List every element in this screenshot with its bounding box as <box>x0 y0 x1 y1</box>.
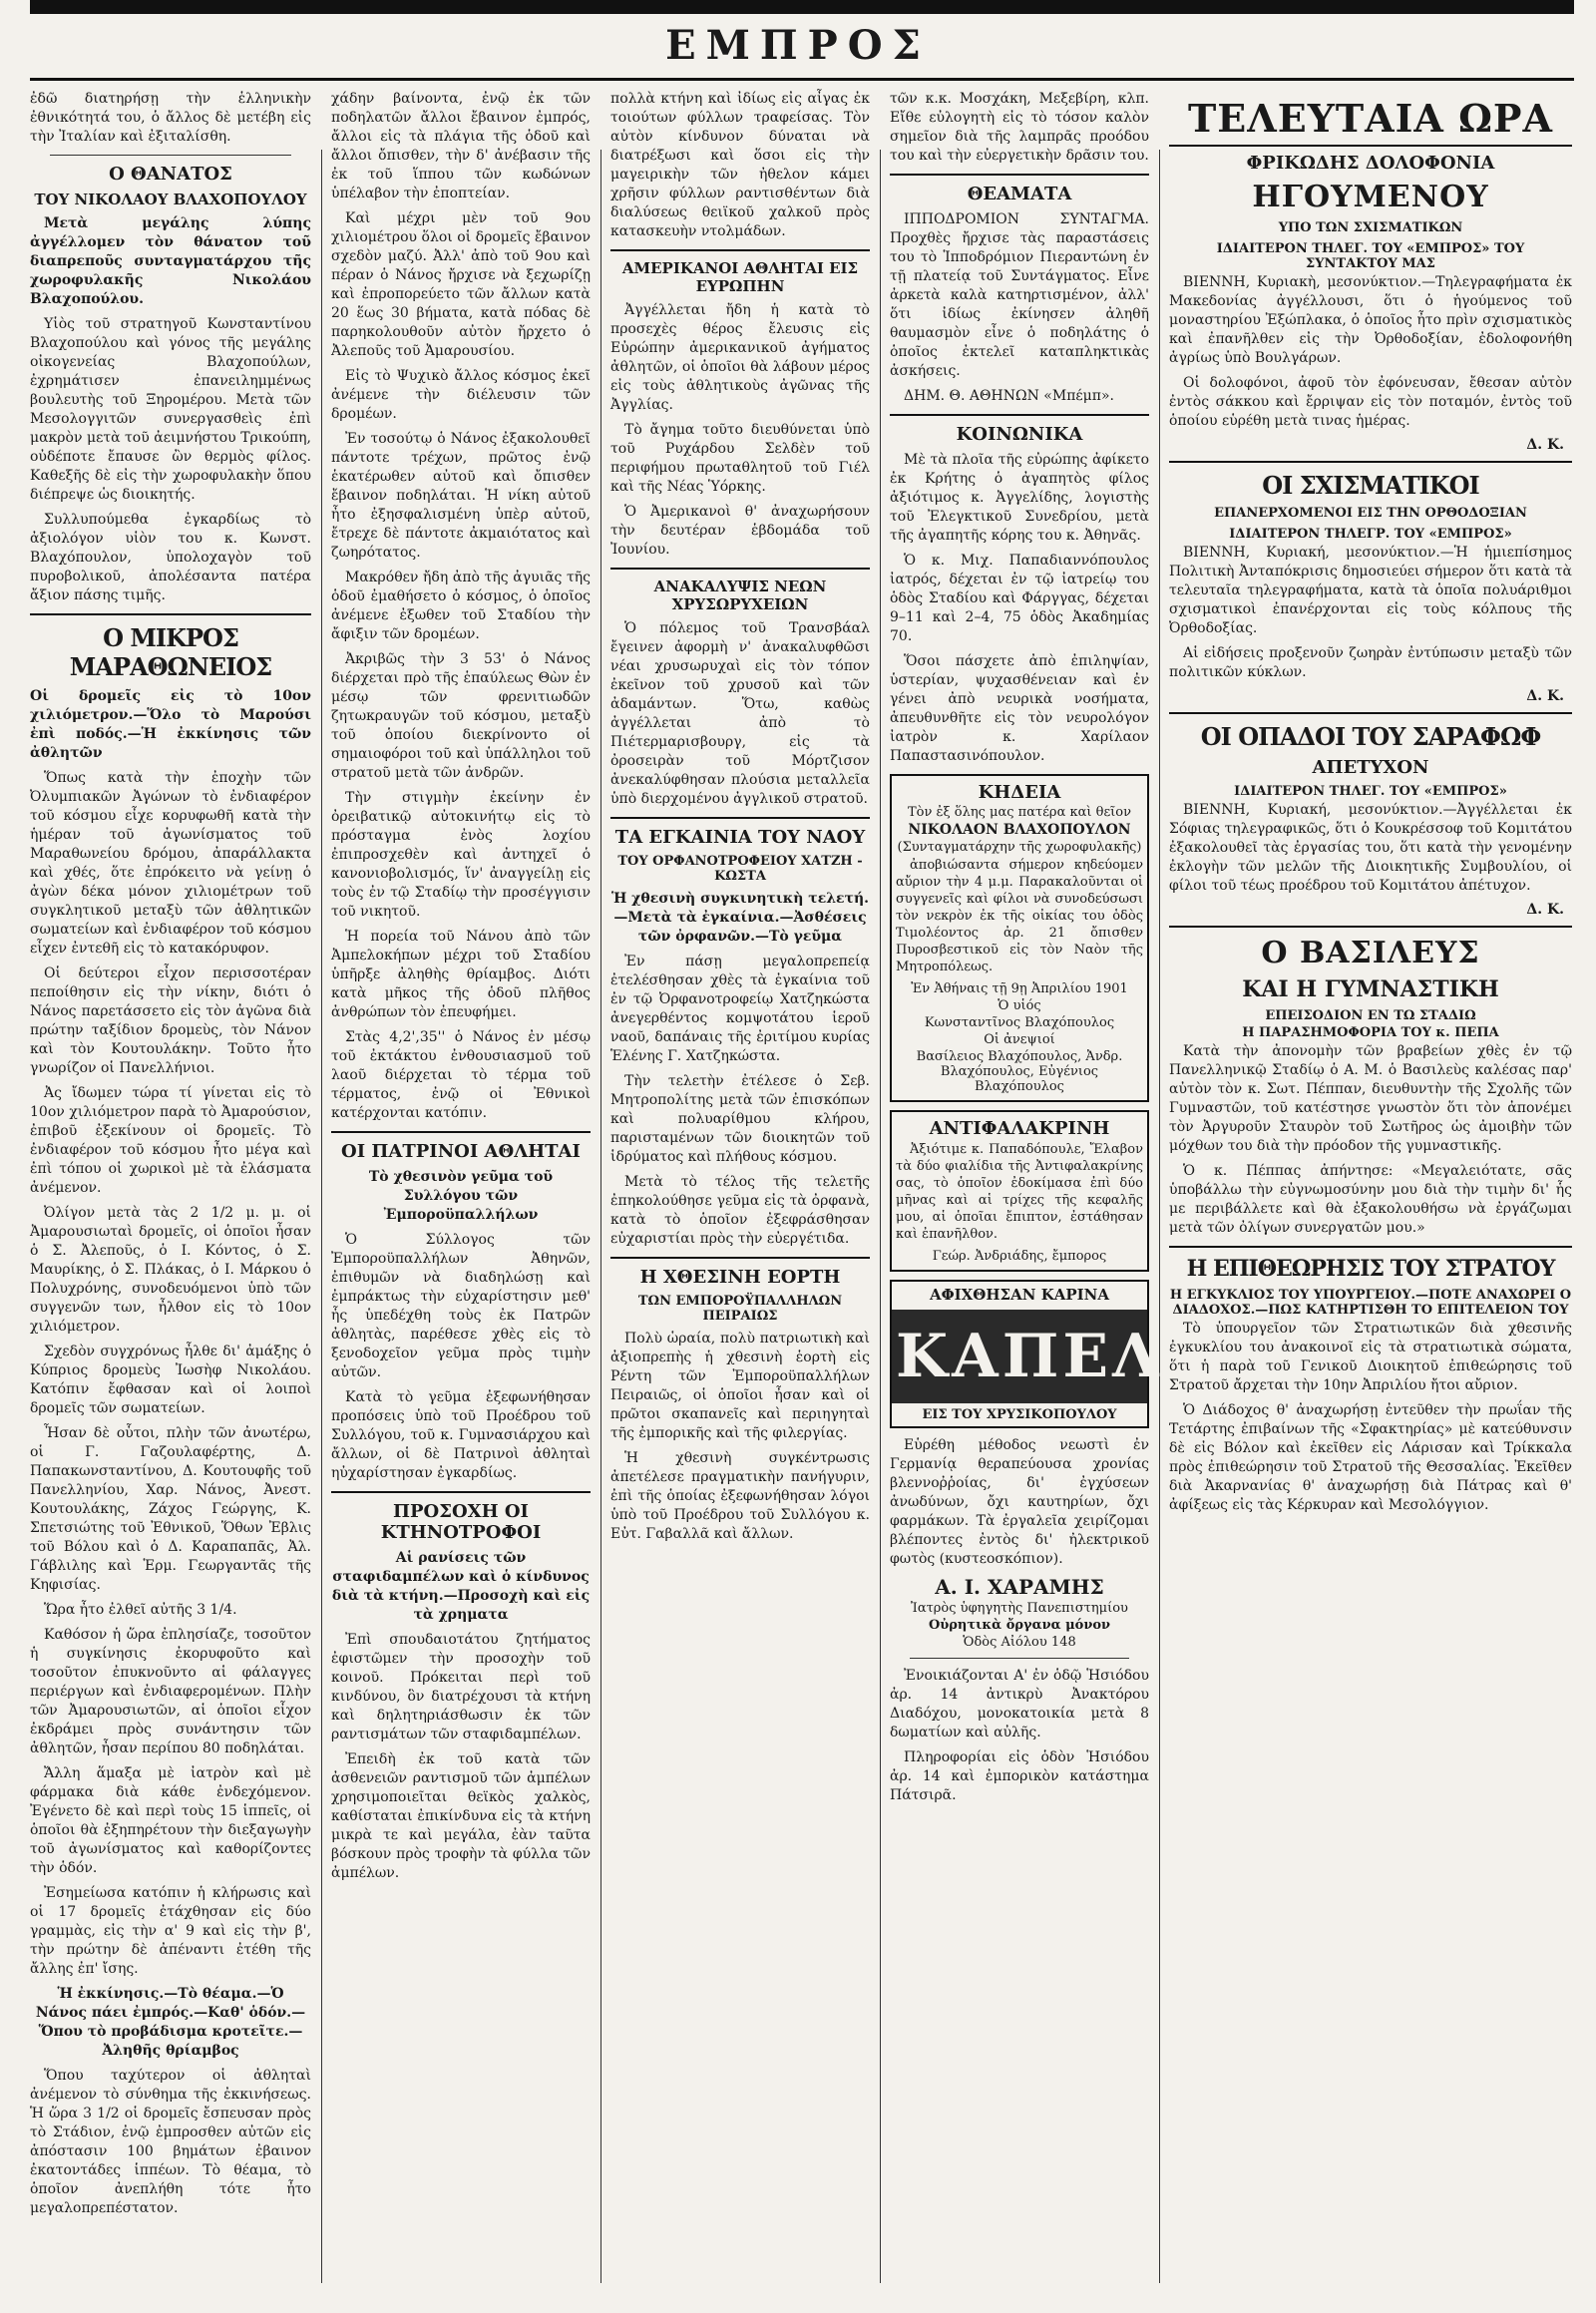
masthead-rule <box>30 78 1574 81</box>
article-text: ΔΗΜ. Θ. ΑΘΗΝΩΝ «Μπέμπ». <box>904 388 1114 404</box>
article-text: Συλλυπούμεθα ἐγκαρδίως τὸ ἀξιολόγον υἱὸν του κ. Κωνστ. Βλαχόπουλον, ὑπολοχαγὸν τοῦ πυροβολικοῦ, ἀπολέσαντα πατέρα ἄξιον πάσης τιμῆς. <box>30 512 311 603</box>
divider <box>1169 712 1572 714</box>
subheadline-army: Η ΕΓΚΥΚΛΙΟΣ ΤΟΥ ΥΠΟΥΡΓΕΙΟΥ.—ΠΟΤΕ ΑΝΑΧΩΡΕΙ Ο ΔΙΑΔΟΧΟΣ.—ΠΩΣ ΚΑΤΗΡΤΙΣΘΗ ΤΟ ΕΠΙΤΕΛΕΙΟΝ ΤΟΥ <box>1169 1288 1572 1318</box>
column-2 <box>331 90 591 2293</box>
funeral-son-label: Ὁ υἱός <box>998 998 1041 1013</box>
article-lead: Ἡ χθεσινὴ συγκινητικὴ τελετή.—Μετὰ τὰ ἐγκαίνια.—Ἀσθέσεις τῶν ὀρφανῶν.—Τὸ γεῦμα <box>610 891 870 945</box>
article-text: Ἐσημείωσα κατόπιν ἡ κλήρωσις καὶ οἱ 17 δρομεῖς ἐτάχθησαν εἰς δύο γραμμὰς, εἰς τὴν α' 9 καὶ εἰς τὴν β', τὴν πρώτην δὲ ἀπέναντι ἐτέθη τῆς ἄλλης ἐπ' ἴσης. <box>30 1885 311 1977</box>
article-text: Εἰς τὸ Ψυχικὸ ἄλλος κόσμος ἐκεῖ ἀνέμενε τὴν διέλευσιν τῶν δρομέων. <box>331 368 591 422</box>
funeral-intro: Τὸν ἐξ ὅλης μας πατέρα καὶ θεῖον <box>907 805 1132 820</box>
article-text: Ἐν τοσούτῳ ὁ Νάνος ἐξακολουθεῖ πάντοτε τρέχων, πρῶτος ἐνῷ ἑκατέρωθεν αὐτοῦ καὶ ὄπισθεν ἔβαινον ποδηλάται. Ἡ νίκη αὐτοῦ ἦτο ἐξησφαλισμένη ὑπὲρ αὐτοῦ, ἔτρεχε δὲ πάντοτε ἀκμαιότατος καὶ ζωηρότατος. <box>331 431 591 561</box>
article-text: Ὁ Διάδοχος θ' ἀναχωρήσῃ ἐντεῦθεν τὴν πρωΐαν τῆς Τετάρτης ἐπιβαίνων τῆς «Σφακτηρίας» μὲ κατεύθυνσιν δὲ εἰς Βόλον καὶ ἐκεῖθεν εἰς Λάρισαν καὶ Τρίκκαλα πρὸς ἐπιθεώρησιν τοῦ Στρατοῦ τῆς Θεσσαλίας. Ἐκεῖθεν διὰ Ἀκαρνανίας θ' ἀναχωρήσῃ διὰ Πάτρας καὶ θ' ἀφίξεως εἰς τὰς Κέρκυραν καὶ Μεσολόγγιον. <box>1169 1402 1572 1513</box>
headline-social: ΚΟΙΝΩΝΙΚΑ <box>956 424 1083 445</box>
article-text: Μετὰ τὸ τέλος τῆς τελετῆς ἐπηκολούθησε γεῦμα εἰς τὰ ὀρφανὰ, κατὰ τὸ ὁποῖον ἐξεφράσθησαν εὐχαριστίαι πρὸς τὴν εὐεργέτιδα. <box>610 1174 870 1247</box>
article-text: ΙΠΠΟΔΡΟΜΙΟΝ ΣΥΝΤΑΓΜΑ. Προχθὲς ἤρχισε τὰς παραστάσεις του τὸ Ἱπποδρόμιον Πιεραντώνη ἐν τῇ πλατείᾳ τοῦ Συντάγματος. Εἶνε ἀρκετὰ καλὰ κατηρτισμένον, ἀλλ' ὅτι ἰδίως ἐκίνησεν ἀληθῆ θαυμασμὸν εἶνε ὁ ποδηλάτης ὁ ὁποῖος ἐκτελεῖ καταπληκτικὰς ἀσκήσεις. <box>890 211 1149 379</box>
doctor-address: Ὁδὸς Αἰόλου 148 <box>963 1635 1076 1650</box>
headline-murder: ΦΡΙΚΩΔΗΣ ΔΟΛΟΦΟΝΙΑ <box>1246 153 1495 174</box>
article-text: Κατὰ τὴν ἀπονομὴν τῶν βραβείων χθὲς ἐν τῷ Πανελληνικῷ Σταδίῳ ὁ Α. Μ. ὁ Βασιλεὺς καλέσας παρ' αὐτὸν τὸν κ. Σωτ. Πέππαν, διευθυντὴν τῆς Σχολῆς τῶν Γυμναστῶν, τοῦ κατέστησε γνωστὸν ὅτι τὸν ἀπονέμει τὸν Ἀργυροῦν Σταυρὸν τοῦ Σωτῆρος ὡς ἀμοιβὴν τῶν μόχθων του διὰ τὴν πρόοδον τῆς γυμναστικῆς. <box>1169 1043 1572 1154</box>
headline-army: Η ΕΠΙΘΕΩΡΗΣΙΣ ΤΟΥ ΣΤΡΑΤΟΥ <box>1186 1256 1555 1282</box>
divider <box>331 1491 591 1493</box>
article-text: πολλὰ κτήνη καὶ ἰδίως εἰς αἶγας ἐκ τοιούτων φύλλων τραφείσας. Τὸν αὐτὸν κίνδυνον δύναται νὰ διατρέξωσι καὶ ὅσοι εἰς τὴν μαγειρικὴν τῶν ἠθελον κάμει χρῆσιν φύλλων ραντισθέντων διὰ διαλύσεως θειϊκοῦ χαλκοῦ πρὸς κατασκευὴν ντολμάδων. <box>610 91 870 239</box>
doctor-name: Α. Ι. ΧΑΡΑΜΗΣ <box>935 1575 1104 1599</box>
article-text: Καὶ μέχρι μὲν τοῦ 9ου χιλιομέτρου ὅλοι οἱ δρομεῖς ἔβαινον σχεδὸν μαζύ. Ἀλλ' ἀπὸ τοῦ 9ου καὶ πέραν ὁ Νάνος ἤρχισε νὰ ξεχωρίζῃ καὶ ἐπροπορεύετο τῶν ἄλλων κατὰ 20 ἕως 30 βήματα, κατὰ πόδας δὲ παρηκολουθοῦν αὐτὸν ἤρχετο ὁ Ἀλεποῦς τοῦ Ἀμαρουσίου. <box>331 210 591 359</box>
article-lead: Τὸ χθεσινὸν γεῦμα τοῦ Συλλόγου τῶν Ἐμποροϋπαλλήλων <box>368 1169 554 1223</box>
funeral-nephews: Βασίλειος Βλαχόπουλος, Ἀνδρ. Βλαχόπουλος, Εὐγένιος Βλαχόπουλος <box>916 1049 1123 1094</box>
article-text: Ἄλλη ἅμαξα μὲ ἰατρὸν καὶ μὲ φάρμακα διὰ κάθε ἐνδεχόμενον. Ἐγένετο δὲ καὶ περὶ τοὺς 15 ἱππεῖς, οἱ ὁποῖοι θὰ ἐξηπηρέτουν τὴν διεξαγωγὴν τοῦ ἀγωνίσματος καὶ καθορίζοντες τὴν ὁδόν. <box>30 1765 311 1876</box>
article-text: ΒΙΕΝΝΗ, Κυριακή, μεσονύκτιον.—Ἡ ἡμιεπίσημος Πολιτικὴ Ἀνταπόκρισις δημοσιεύει σήμερον ὅτι κατὰ τὰ τελευταῖα τηλεγραφήματα, κατὰ τὰ ὁποῖα πολυάριθμοι σχισματικοὶ ἐπανέρχονται εἰς τοὺς κόλπους τῆς Ὀρθοδοξίας. <box>1169 545 1572 636</box>
advert-signature: Γεώρ. Ἀνδριάδης, ἔμπορος <box>932 1249 1107 1264</box>
article-text: Ὁ πόλεμος τοῦ Τρανσβάαλ ἔγεινεν ἀφορμὴ ν' ἀνακαλυφθῶσι νέαι χρυσωρυχαὶ εἰς τὸν τόπον ἐκεῖνον τοῦ χρυσοῦ καὶ τῶν ἀδαμάντων. Ὅτω, καθὼς ἀγγέλλεται ἀπὸ τὸ Πιέτερμαρισβουργ, εἰς τὰ ὀροσειρὰν τοῦ Μόρτζισον ἀνεκαλύφθησαν πλούσια μεταλλεῖα ὑπὸ διερχομένου ἀγγλικοῦ στρατοῦ. <box>610 620 870 807</box>
article-text: Ὅσοι πάσχετε ἀπὸ ἐπιληψίαν, ὑστερίαν, ψυχασθένειαν καὶ ἐν γένει ἀπὸ νευρικὰ νοσήματα, ἀπευθυνθῆτε εἰς τὸν νευρολόγον ἰατρὸν κ. Χαρίλαον Παπαστασινόπουλον. <box>890 653 1149 764</box>
signature: Δ. Κ. <box>1526 688 1564 704</box>
article-text: Τὴν στιγμὴν ἐκείνην ἐν ὀρειβατικῷ αὐτοκινήτῳ εἰς τὸ πρόσταγμα ἐνὸς λοχίου ἐπιπροσχεθὲν καὶ ἀντηχεῖ ὁ κανονιοβολισμός, ἵν' ἀναγγείλῃ εἰς τοὺς ἐν τῷ Σταδίῳ τὴν προσέγγισιν τοῦ νικητοῦ. <box>331 790 591 920</box>
telegram-label: ΙΔΙΑΙΤΕΡΟΝ ΤΗΛΕΓΡ. ΤΟΥ «ΕΜΠΡΟΣ» <box>1229 527 1512 542</box>
article-text: Ἦσαν δὲ οὗτοι, πλὴν τῶν ἀνωτέρω, οἱ Γ. Γαζουλαφέρτης, Δ. Παπακωνσταντίνου, Δ. Κουτουφῆς τοῦ Πανελληνίου, Χαρ. Νάνος, Ἀνεστ. Κουτουλάκης, Ζάχος Γεώργης, Κ. Σπετσιώτης τοῦ Ἐθνικοῦ, Ὅθων Ἐβλις τοῦ Βόλου καὶ ὁ Δ. Καραπαπᾶς, Ἀλ. Γάβλιλης καὶ Ἑρμ. Γεωργαντᾶς τῆς Κηφισίας. <box>30 1425 311 1593</box>
divider <box>610 1257 870 1259</box>
funeral-son: Κωνσταντῖνος Βλαχόπουλος <box>924 1015 1115 1030</box>
column-separator <box>1159 150 1160 2283</box>
funeral-rank: (Συνταγματάρχην τῆς χωροφυλακῆς) <box>897 840 1142 855</box>
article-text: Ὅπου ταχύτερον οἱ ἀθληταὶ ἀνέμενον τὸ σύνθημα τῆς ἐκκινήσεως. Ἡ ὥρα 3 1/2 οἱ δρομεῖς ἔσπευσαν πρὸς τὸ Στάδιον, ἐνῷ ἐμπροσθεν αὐτῶν εἰς ἀπόστασιν 100 βημάτων ἐβαινον ἐκατοντάδες ἱππέων. Τὸ θέαμα, τὸ ὁποῖον ἀνεπλήθη τότε ἦτο μεγαλοπρεπέστατον. <box>30 2068 311 2216</box>
article-text: Υἱὸς τοῦ στρατηγοῦ Κωνσταντίνου Βλαχοπούλου καὶ γόνος τῆς μεγάλης οἰκογενείας Βλαχοπούλων, ἐχρημάτισεν ἐπανειλημμένως βουλευτὴς τοῦ Ξηρομέρου. Μετὰ τῶν Μεσολογγιτῶν συνεργασθεὶς ἐπὶ μακρὸν μετὰ τοῦ ἀειμνήστου Τρικούπη, οὐδέποτε ἔπαυσε ὢν θερμὸς φίλος. Καθεξῆς δὲ εἰς τὴν χωροφυλακὴν ὅπου διέπρεψε ὡς διοικητής. <box>30 316 311 503</box>
headline-sarafof: ΟΙ ΟΠΑΔΟΙ ΤΟΥ ΣΑΡΑΦΩΦ <box>1200 722 1541 751</box>
advert-text: Ἐνοικιάζονται Α' ἐν ὁδῷ Ἡσιόδου ἀρ. 14 ἀντικρὺ Ἀνακτόρου Διαδόχου, μονοκατοικία μετὰ 8 δωματίων καὶ αὐλῆς. <box>890 1668 1149 1740</box>
column-separator <box>880 150 881 2283</box>
headline-shows: ΘΕΑΜΑΤΑ <box>967 184 1072 204</box>
headline-hair: ΑΝΤΙΦΑΛΑΚΡΙΝΗ <box>929 1118 1110 1139</box>
article-lead: Αἱ ρανίσεις τῶν σταφιδαμπέλων καὶ ὁ κίνδυνος διὰ τὰ κτήνη.—Προσοχὴ καὶ εἰς τὰ χρηματα <box>331 1550 591 1623</box>
subheadline-abbot: ΥΠΟ ΤΩΝ ΣΧΙΣΜΑΤΙΚΩΝ <box>1278 220 1463 235</box>
headline-americans: ΑΜΕΡΙΚΑΝΟΙ ΑΘΛΗΤΑΙ ΕΙΣ ΕΥΡΩΠΗΝ <box>621 259 859 295</box>
hats-advert <box>890 1280 1264 1428</box>
hats-store: ΕΙΣ ΤΟΥ ΧΡΥΣΙΚΟΠΟΥΛΟΥ <box>922 1407 1117 1422</box>
article-text: Σχεδὸν συγχρόνως ἦλθε δι' ἀμάξης ὁ Κύπριος δρομεὺς Ἰωσὴφ Νικολάου. Κατόπιν ἔφθασαν καὶ οἱ λοιποὶ δρομεῖς τῶν σωματείων. <box>30 1344 311 1416</box>
article-text: Ἡ πορεία τοῦ Νάνου ἀπὸ τῶν Ἀμπελοκήπων μέχρι τοῦ Σταδίου ὑπῆρξε ἀληθὴς θρίαμβος. Διότι κατὰ μῆκος τῆς ὁδοῦ πλῆθος ἀνθρώπων τὸν ἐπευφήμει. <box>331 929 591 1020</box>
funeral-notice <box>890 774 1149 1102</box>
article-text: Ἐπὶ σπουδαιοτάτου ζητήματος ἐφιστῶμεν τὴν προσοχὴν τοῦ κοινοῦ. Πρόκειται περὶ τοῦ κινδύνου, ὃν διατρέχουσι τὰ κτήνη καὶ δηλητηριάσθωσιν ἐκ τῶν ραντισμάτων τῶν σταφιδαμπέλων. <box>331 1632 591 1742</box>
advert-text: Εὑρέθη μέθοδος νεωστὶ ἐν Γερμανίᾳ θεραπεύουσα χρονίας βλεννοῤῥοίας, δι' ἐγχύσεων ἀνωδύνων, ὄχι καυτηρίων, ὄχι φαρμάκων. Τὰ ἐργαλεῖα χειρίζομαι βλέποντες ἐντὸς δι' ἠλεκτρικοῦ φωτὸς (κυστεοσκόπιον). <box>890 1437 1149 1567</box>
funeral-text: ἀποβιώσαντα σήμερον κηδεύομεν αὔριον τὴν 4 μ.μ. Παρακαλοῦνται οἱ συγγενεῖς καὶ φίλοι νὰ συνοδεύσωσι τὸν νεκρὸν ἐκ τῆς οἰκίας του ὁδὸς Τιμολέοντος ἀρ. 21 ὄπισθεν Πυροσβεστικοῦ εἰς τὸν Ναὸν τῆς Μητροπόλεως. <box>896 858 1143 974</box>
article-text: Ὁ Σύλλογος τῶν Ἐμποροϋπαλλήλων Ἀθηνῶν, ἐπιθυμῶν νὰ διαδηλώσῃ καὶ ἐμπράκτως τὴν εὐχαρίστησιν μεθ' ἧς ὑπεδέχθη τοὺς ἐκ Πατρῶν ἀθλητὰς, παρέθεσε χθὲς εἰς τὸ ξενοδοχεῖον γεῦμα πρὸς τιμὴν αὐτῶν. <box>331 1232 591 1380</box>
article-text: χάδην βαίνοντα, ἐνῷ ἐκ τῶν ποδηλατῶν ἄλλοι ἔβαινον ἐμπρός, ἄλλοι εἰς τὰ πλάγια τῆς ὁδοῦ καὶ ἄλλοι ὄπισθεν, τὴν δ' ἀνέβασιν τῆς ἐκ τοῦ ἵππου τῶν κωδώνων ὑπέλαβον τὴν ἐποπτείαν. <box>331 91 591 201</box>
headline-feast: Η ΧΘΕΣΙΝΗ ΕΟΡΤΗ <box>639 1267 841 1288</box>
article-text: Ἡ χθεσινὴ συγκέντρωσις ἀπετέλεσε πραγματικὴν πανήγυριν, ἐπὶ τῆς ὁποίας ἐξεφωνήθησαν λόγοι ὑπὸ τοῦ Προέδρου τοῦ Συλλόγου κ. Εὐτ. Γαβαλλᾶ καὶ ἄλλων. <box>610 1450 870 1542</box>
advert-text: Ἀξιότιμε κ. Παπαδόπουλε, Ἔλαβον τὰ δύο φιαλίδια τῆς Ἀντιφαλακρίνης σας, τὸ ὁποῖον ἐδοκίμασα ἐπὶ δύο μῆνας καὶ αἱ τρίχες τῆς κεφαλῆς μου, αἱ ὁποῖαι ἔπιπτον, ἐστάθησαν καὶ ἐπανῆλθον. <box>896 1142 1143 1242</box>
article-text: Μακρόθεν ἤδη ἀπὸ τῆς ἀγυιᾶς τῆς ὁδοῦ ἐμαθήσετο ὁ κόσμος, ὁ ὁποῖος ἀνέμενε ἐξωθεν τοῦ Σταδίου τὴν ἄφιξιν τῶν δρομέων. <box>331 570 591 642</box>
headline-funeral: ΚΗΔΕΙΑ <box>978 782 1061 803</box>
article-text: Καθόσον ἡ ὥρα ἐπλησίαζε, τοσοῦτον ἡ συγκίνησις ἐκορυφοῦτο καὶ τοσοῦτον ἐπυκνοῦντο αἱ φάλαγγες περιέργων καὶ ἐνδιαφερομένων. Πλὴν τῶν Ἀμαρουσιωτῶν, αἱ ὁποῖοι εἶχον ἐκδράμει πρὸς συνάντησιν τῶν ἀθλητῶν, ἦσαν περίπου 80 ποδηλάται. <box>30 1627 311 1756</box>
king-decoration: Η ΠΑΡΑΣΗΜΟΦΟΡΙΑ ΤΟΥ κ. ΠΕΠΑ <box>1242 1025 1499 1040</box>
divider <box>910 1658 1129 1659</box>
article-text: Ὅπως κατὰ τὴν ἐποχὴν τῶν Ὀλυμπιακῶν Ἀγώνων τὸ ἐνδιαφέρον τοῦ κόσμου εἶχε κορυφωθῆ κατὰ τὴν ἡμέραν τοῦ ἀγωνίσματος τοῦ Μαραθωνείου δρόμου, ἀπαράλλακτα καὶ χθές, ὅτε ἐπρόκειτο νὰ γείνῃ ὁ ἀγὼν δέκα μόνον χιλιομέτρων τοῦ συγκλητικοῦ μεταξὺ τῶν ἀθλητικῶν σωματείων καὶ ἐνδιαφέρον τοῦ κόσμου εἶχεν ἐντεθῆ εἰς τὸ κατακόρυφον. <box>30 770 311 957</box>
divider <box>610 568 870 570</box>
headline-gold: ΑΝΑΚΑΛΥΨΙΣ ΝΕΩΝ ΧΡΥΣΩΡΥΧΕΙΩΝ <box>653 578 827 613</box>
article-text: Ἐπειδὴ ἐκ τοῦ κατὰ τῶν ἀσθενειῶν ραντισμοῦ τῶν ἀμπέλων χρησιμοποιεῖται θεϊκὸς χαλκὸς, καθίσταται ἐπικίνδυνα εἰς τὰ κτήνη μικρὰ τε καὶ μεγάλα, ἐὰν ταῦτα βόσκουν πρὸς τροφὴν τὰ φύλλα τῶν ἀμπέλων. <box>331 1751 591 1881</box>
divider <box>610 249 870 251</box>
article-lead: Οἱ δρομεῖς εἰς τὸ 10ον χιλιόμετρον.—Ὅλο τὸ Μαρούσι ἐπὶ ποδός.—Ἡ ἐκκίνησις τῶν ἀθλητῶν <box>30 688 311 761</box>
article-text: Μετὰ μεγάλης λύπης ἀγγέλλομεν τὸν θάνατον τοῦ διαπρεποῦς συνταγματάρχου τῆς χωροφυλακῆς Νικολάου Βλαχοπούλου. <box>30 215 311 307</box>
article-text: Αἱ εἰδήσεις προξενοῦν ζωηρὰν ἐντύπωσιν μεταξὺ τῶν πολιτικῶν κύκλων. <box>1169 645 1572 680</box>
divider <box>1169 926 1572 928</box>
headline-last-hour: ΤΕΛΕΥΤΑΙΑ ΩΡΑ <box>1169 96 1572 147</box>
divider <box>1169 1246 1572 1248</box>
subheadline-death: ΤΟΥ ΝΙΚΟΛΑΟΥ ΒΛΑΧΟΠΟΥΛΟΥ <box>34 191 307 208</box>
article-text: Τὸ ἄγημα τοῦτο διευθύνεται ὑπὸ τοῦ Ρυχάρδου Σελδὲν τοῦ περιφήμου πρωταθλητοῦ τοῦ Γιέλ καὶ τῆς Νέας Ὑόρκης. <box>610 422 870 495</box>
hats-title: ΑΦΙΧΘΗΣΑΝ ΚΑΡΙΝΑ <box>929 1286 1110 1304</box>
divider <box>50 155 291 156</box>
column-5 <box>1169 90 1572 2293</box>
signature: Δ. Κ. <box>1526 902 1564 918</box>
subheadline-sarafof: ΑΠΕΤΥΧΟΝ <box>1312 757 1429 778</box>
funeral-name: ΝΙΚΟΛΑΟΝ ΒΛΑΧΟΠΟΥΛΟΝ <box>908 822 1131 838</box>
article-text: Πολὺ ὡραία, πολὺ πατριωτικὴ καὶ ἀξιοπρεπὴς ἡ χθεσινὴ ἑορτὴ εἰς Ρέντη τῶν Ἐμποροϋπαλλήλων Πειραιῶς, οἱ ὁποῖοι ἦσαν καὶ οἱ πρῶτοι σκαπανεῖς καὶ περιηγηταὶ τῆς ἐμπορικῆς καὶ τῆς φιλεργίας. <box>610 1331 870 1441</box>
article-text: Μὲ τὰ πλοῖα τῆς εὐρώπης ἀφίκετο ἐκ Κρήτης ὁ ἀγαπητὸς φίλος ἀξιότιμος κ. Ἀγγελίδης, λογιστὴς τοῦ Ἐλεγκτικοῦ Συνεδρίου, μετὰ τῆς ἀγαπητῆς κόρης του κ. Ἀθηνᾶς. <box>890 452 1149 544</box>
subheadline-king: ΚΑΙ Η ΓΥΜΝΑΣΤΙΚΗ <box>1242 976 1499 1002</box>
article-text: Ὁ Ἀμερικανοὶ θ' ἀναχωρήσουν τὴν δευτέραν ἑβδομάδα τοῦ Ἰουνίου. <box>610 504 870 558</box>
headline-death: Ο ΘΑΝΑΤΟΣ <box>109 164 232 185</box>
headline-schism: ΟΙ ΣΧΙΣΜΑΤΙΚΟΙ <box>1262 471 1479 500</box>
signature: Δ. Κ. <box>1526 437 1564 453</box>
subheadline-feast: ΤΩΝ ΕΜΠΟΡΟΫΠΑΛΛΗΛΩΝ ΠΕΙΡΑΙΩΣ <box>637 1294 843 1324</box>
article-text: τῶν κ.κ. Μοσχάκη, Μεξεβίρη, κλπ. Εἴθε εὐλογητὴ εἰς τὸ τόσον καλὸν σημεῖον διὰ τῆς λαμπρᾶς προόδου του καὶ τὴν εὐεργετικὴν δρᾶσιν του. <box>890 91 1149 164</box>
article-text: Τὴν τελετὴν ἐτέλεσε ὁ Σεβ. Μητροπολίτης μετὰ τῶν ἐπισκόπων καὶ πολυαρίθμου κλήρου, παρισταμένων τῶν διοικητῶν τοῦ ἱδρύματος καὶ πλήθους κόσμου. <box>610 1073 870 1165</box>
masthead-title: ΕΜΠΡΟΣ <box>665 22 931 69</box>
article-text: ΒΙΕΝΝΗ, Κυριακή, μεσονύκτιον.—Ἀγγέλλεται ἐκ Σόφιας τηλεγραφικῶς, ὅτι ὁ Κουκρέσσοφ τοῦ Κομιτάτου ἐξακολουθεῖ τὰς ἐργασίας του, ὅτι κατὰ τὴν γενομένην ἐκλογὴν τῶν μελῶν τῆς Διοικητικῆς Συμβουλίου, οἱ φίλοι τοῦ τέως προέδρου τοῦ Κομιτάτου ἀπέτυχον. <box>1169 802 1572 894</box>
headline-king: Ο ΒΑΣΙΛΕΥΣ <box>1261 936 1480 970</box>
divider <box>30 613 311 615</box>
headline-marathon: Ο ΜΙΚΡΟΣ ΜΑΡΑΘΩΝΕΙΟΣ <box>69 623 272 681</box>
article-text: Ἐν πάσῃ μεγαλοπρεπείᾳ ἐτελέσθησαν χθὲς τὰ ἐγκαίνια τοῦ ἐν τῷ Ὀρφανοτροφείῳ Χατζηκώστα ἀνεγερθέντος κομψοτάτου ἱεροῦ ναοῦ, δαπάναις τῆς ἐριτίμου κυρίας Ἑλένης Γ. Χατζηκώστα. <box>610 954 870 1064</box>
funeral-nephews-label: Οἱ ἀνεψιοί <box>984 1032 1055 1047</box>
article-text: Ἀς ἴδωμεν τώρα τί γίνεται εἰς τὸ 10ον χιλιόμετρον παρὰ τὸ Ἀμαρούσιον, ἐπιβοῦ ἐξεκίνουν οἱ δρομεῖς. Τὸ ἐνδιαφέρον τοῦ κόσμου ἦτο μέγα καὶ ἐπὶ τόπου οἱ χωρικοὶ μὲ τὰ ἐλάσματα ἀνέμενον. <box>30 1085 311 1196</box>
divider <box>610 817 870 819</box>
divider <box>890 174 1149 176</box>
divider <box>331 1131 591 1133</box>
hair-advert <box>890 1110 1149 1272</box>
divider <box>890 414 1149 416</box>
headline-farmers: ΠΡΟΣΟΧΗ ΟΙ ΚΤΗΝΟΤΡΟΦΟΙ <box>380 1501 542 1543</box>
subheadline-schism: ΕΠΑΝΕΡΧΟΜΕΝΟΙ ΕΙΣ ΤΗΝ ΟΡΘΟΔΟΞΙΑΝ <box>1214 506 1527 521</box>
funeral-date: Ἐν Ἀθήναις τῇ 9ῃ Ἀπριλίου 1901 <box>911 981 1128 996</box>
telegram-label: ΙΔΙΑΙΤΕΡΟΝ ΤΗΛΕΓ. ΤΟΥ «ΕΜΠΡΟΣ» ΤΟΥ ΣΥΝΤΑΚΤΟΥ ΜΑΣ <box>1216 241 1525 271</box>
doctor-title: Ἰατρὸς ὑφηγητὴς Πανεπιστημίου <box>911 1601 1128 1616</box>
advert-text: Πληροφορίαι εἰς ὁδὸν Ἡσιόδου ἀρ. 14 καὶ ἐμπορικὸν κατάστημα Πάτσιρᾶ. <box>890 1749 1149 1803</box>
headline-abbot: ΗΓΟΥΜΕΝΟΥ <box>1252 180 1489 214</box>
column-separator <box>600 150 601 2283</box>
article-text: Τὸ ὑπουργεῖον τῶν Στρατιωτικῶν διὰ χθεσινῆς ἐγκυκλίου του ἀνακοινοῖ εἰς τὰ στρατιωτικὰ σώματα, ὅτι ἡ παρὰ τοῦ Γενικοῦ Διοικητοῦ ἐπιθεώρησις τοῦ Στρατοῦ ἄρχεται τὴν 10ην Ἀπριλίου ἤτοι αὔριον. <box>1169 1321 1572 1393</box>
article-text: Ὀλίγον μετὰ τὰς 2 1/2 μ. μ. οἱ Ἀμαρουσιωταὶ δρομεῖς, οἱ ὁποῖοι ἦσαν ὁ Σ. Ἀλεποῦς, ὁ Ι. Κόντος, ὁ Σ. Μαυρίκης, ὁ Σ. Πλάκας, ὁ Ι. Μάρκου ὁ Πολυχρόνης, συνοδευόμενοι ὑπὸ τῶν συγγενῶν των, ἦλθον εἰς τὸ 10ον χιλιόμετρον. <box>30 1205 311 1335</box>
column-4 <box>890 90 1264 2293</box>
article-text: Ὁ κ. Πέππας ἀπήντησε: «Μεγαλειότατε, σᾶς ὑποβάλλω τὴν εὐγνωμοσύνην μου διὰ τὴν τιμὴν δι' ἧς με περιβάλλετε καὶ θὰ ἐξακολουθήσω νὰ ἐργάζωμαι μετὰ τῶν ὀλίγων συνεργατῶν μου.» <box>1169 1163 1572 1236</box>
subheadline-church: ΤΟΥ ΟΡΦΑΝΟΤΡΟΦΕΙΟΥ ΧΑΤΖΗ - ΚΩΣΤΑ <box>617 854 863 884</box>
column-separator <box>321 150 322 2283</box>
article-text: Στὰς 4,2',35'' ὁ Νάνος ἐν μέσῳ τοῦ ἐκτάκτου ἐνθουσιασμοῦ τοῦ λαοῦ διέρχεται τὸ τέρμα τοῦ τέρματος, ἐνῷ οἱ Ἐθνικοὶ κατέρχονται κατόπιν. <box>331 1029 591 1121</box>
article-text: Ὥρα ἦτο ἐλθεῖ αὐτῆς 3 1/4. <box>44 1602 237 1618</box>
article-text: Οἱ δολοφόνοι, ἀφοῦ τὸν ἐφόνευσαν, ἔθεσαν αὐτὸν ἐντὸς σάκκου καὶ ἔρριψαν εἰς τὸν ποταμόν, ἐντὸς τοῦ ὁποίου εὑρέθη μετὰ τινας ἡμέρας. <box>1169 375 1572 429</box>
column-3 <box>610 90 870 2293</box>
king-episode: ΕΠΕΙΣΟΔΙΟΝ ΕΝ ΤΩ ΣΤΑΔΙΩ <box>1265 1008 1476 1023</box>
article-text: Κατὰ τὸ γεῦμα ἐξεφωνήθησαν προπόσεις ὑπὸ τοῦ Προέδρου τοῦ Συλλόγου, τοῦ κ. Γυμνασιάρχου καὶ ἄλλων, οἱ δὲ Πατρινοὶ ἀθληταὶ ηὐχαρίστησαν ἐγκαρδίως. <box>331 1389 591 1481</box>
article-lead: Ἡ ἐκκίνησις.—Τὸ θέαμα.—Ὁ Νάνος πάει ἐμπρός.—Καθ' ὁδόν.—Ὅπου τὸ προβάδισμα κροτεῖτε.—Ἀληθῆς θρίαμβος <box>35 1986 306 2059</box>
telegram-label: ΙΔΙΑΙΤΕΡΟΝ ΤΗΛΕΓ. ΤΟΥ «ΕΜΠΡΟΣ» <box>1234 784 1507 799</box>
article-text: Ἀκριβῶς τὴν 3 53' ὁ Νάνος διέρχεται πρὸ τῆς ἑπαύλεως Θὼν ἐν μέσῳ τῶν φρενιτιωδῶν ζητωκραυγῶν τοῦ κόσμου, μεταξὺ τοῦ ὁποίου διεκρίνοντο οἱ σημαιοφόροι τοῦ καὶ ὑπάλληλοι τοῦ στρατοῦ μετὰ τῶν ἀνδρῶν. <box>331 651 591 781</box>
article-text: Οἱ δεύτεροι εἶχον περισσοτέραν πεποίθησιν εἰς τὴν νίκην, διότι ὁ Νάνος παρετάσσετο εἰς τὸν ἀγῶνα διὰ πρώτην ταξίδιον δρομεὺς, τὸν Νάνον καὶ τὸν Κουτουλάκην. Τοῦτο ἦτο γνωρίζον οἱ Πανελλήνιοι. <box>30 965 311 1076</box>
article-text: ΒΙΕΝΝΗ, Κυριακὴ, μεσονύκτιον.—Τηλεγραφήματα ἐκ Μακεδονίας ἀγγέλλουσι, ὅτι ὁ ἡγούμενος τοῦ μοναστηρίου Ἐξώπλακα, ὁ ὁποῖος ἦτο πρὶν σχισματικὸς καὶ ἐπανῆλθεν εἰς τὴν Ὀρθοδοξίαν, ἐδολοφονήθη ἀγρίως ὑπὸ Βουλγάρων. <box>1169 274 1572 366</box>
top-black-bar <box>30 0 1574 14</box>
column-1 <box>30 90 311 2293</box>
headline-church: ΤΑ ΕΓΚΑΙΝΙΑ ΤΟΥ ΝΑΟΥ <box>614 827 866 848</box>
article-text: Ἀγγέλλεται ἤδη ἡ κατὰ τὸ προσεχὲς θέρος ἔλευσις εἰς Εὐρώπην ἀμερικανικοῦ ἀγήματος ἀθλητῶν, οἱ ὁποῖοι θὰ λάβουν μέρος εἰς τοὺς ἀθλητικοὺς ἀγῶνας τῆς Ἀγγλίας. <box>610 302 870 413</box>
divider <box>1169 461 1572 463</box>
doctor-spec: Οὐρητικὰ ὄργανα μόνον <box>928 1618 1111 1633</box>
article-text: Ὁ κ. Μιχ. Παπαδιαννόπουλος ἰατρός, δέχεται ἐν τῷ ἰατρείῳ του ὁδὸς Σταδίου καὶ Φάργγας, δέχεται 9–11 καὶ 2–4, 75 ὁδὸς Ἀκαδημίας 70. <box>890 553 1149 644</box>
hats-big-word: ΚΑΠΕΛΛΑ <box>892 1310 1147 1403</box>
headline-athletes: ΟΙ ΠΑΤΡΙΝΟΙ ΑΘΛΗΤΑΙ <box>341 1141 581 1162</box>
article-text: ἐδῶ διατηρήσῃ τὴν ἑλληνικὴν ἐθνικότητά του, ὁ ἄλλος δὲ μετέβη εἰς τὴν Ἰταλίαν καὶ ἐξιταλίσθη. <box>30 91 311 145</box>
